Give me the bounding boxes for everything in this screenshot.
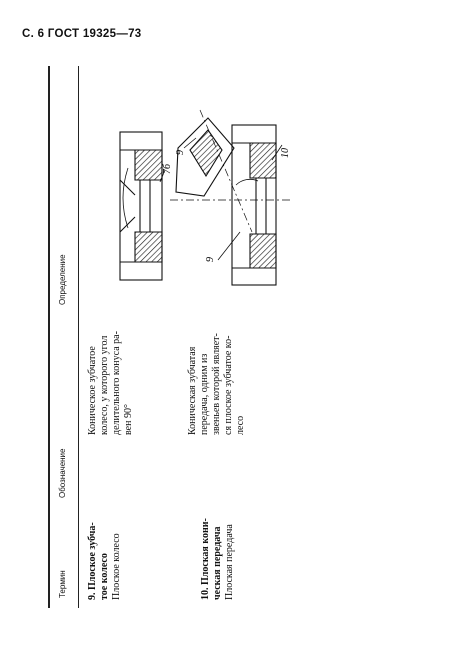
def-10-line: Коническая зубчатая (187, 346, 198, 435)
term-10-bold-line-2: ческая передача (212, 526, 223, 600)
term-10-alt: Плоская передача (224, 524, 235, 600)
hatched-section (135, 150, 162, 180)
label-ten: 10 (280, 148, 291, 158)
column-header-designation: Обозначение (58, 448, 67, 498)
def-10-line: звеньев которой являет- (211, 333, 222, 435)
term-9-bold-line-2: тое колесо (99, 553, 110, 600)
def-10-line: лесо (235, 415, 246, 435)
label-nine-top: 9 (175, 150, 186, 155)
hatched-section (135, 232, 162, 262)
plane-gear-pair (170, 110, 290, 285)
column-header-definition: Определение (58, 254, 67, 305)
def-9-line: колесо, у которого угол (99, 335, 110, 435)
hatched-section (250, 234, 276, 268)
plane-gear-section (120, 132, 162, 280)
def-9-line: Коническое зубчатое (87, 346, 98, 435)
column-header-term: Термин (58, 570, 67, 598)
term-9-alt: Плоское колесо (111, 533, 122, 600)
term-9-bold-line-1: 9. Плоское зубча- (87, 522, 98, 600)
label-nine-bottom: 9 (205, 257, 216, 262)
def-9-line: вен 90° (123, 404, 134, 435)
label-tau: 7б (162, 163, 173, 174)
def-10-line: передача, одним из (199, 353, 210, 435)
hatched-section (250, 143, 276, 178)
term-10-bold-line-1: 10. Плоская кони- (200, 518, 211, 600)
hatched-section (190, 130, 222, 176)
page-header: С. 6 ГОСТ 19325—73 (22, 28, 142, 40)
def-9-line: делительного конуса ра- (111, 331, 122, 435)
def-10-line: ся плоское зубчатое ко- (223, 335, 234, 435)
